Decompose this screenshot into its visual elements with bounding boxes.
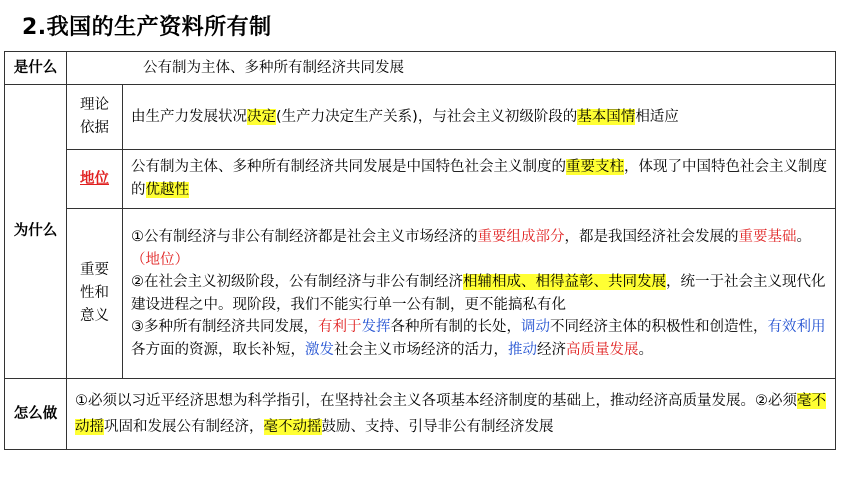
point-3: [131, 316, 827, 361]
highlight-text: 决定: [247, 108, 276, 125]
text-run: 不同经济主体的积极性和创造性，: [550, 319, 768, 335]
text-run: 经济: [537, 341, 566, 358]
blue-text: 发挥: [361, 319, 391, 335]
red-text: 重要组成部分: [477, 229, 565, 245]
text-run: (生产力决定生产关系)，与社会主义初级阶段的: [276, 108, 578, 125]
text-run: ，都是我国经济社会发展的: [564, 229, 739, 245]
text-run: 。: [638, 341, 653, 358]
text-run: ①必须以习近平经济思想为科学指引，在坚持社会主义各项基本经济制度的基础上，推动经济高质量发展。②必须: [75, 393, 797, 409]
row-header-why: 为什么: [5, 85, 67, 379]
blue-text: 有效利用: [767, 319, 826, 335]
page-title: 2.我国的生产资料所有制: [22, 15, 272, 40]
status-content: [123, 150, 836, 209]
ownership-table: [4, 51, 836, 450]
text-run: ②在社会主义初级阶段，公有制经济与非公有制经济: [131, 274, 463, 290]
text-run: ①公有制经济与非公有制经济都是社会主义市场经济的: [131, 229, 478, 245]
blue-text: 推动: [508, 341, 537, 358]
text-run: ，体现了中国特色社会主义制度的: [131, 159, 827, 198]
status-label: [67, 150, 123, 209]
highlight-text: 重要支柱: [566, 159, 624, 175]
text-run: 各方面的资源，取长补短，: [131, 341, 305, 358]
text-run: 相适应: [635, 108, 679, 125]
significance-content: [123, 209, 836, 379]
red-text: 高质量发展: [566, 341, 639, 358]
how-content: [67, 379, 836, 450]
highlight-text: 毫不动摇: [263, 419, 322, 435]
row-how: [5, 379, 836, 450]
blue-text: 激发: [305, 341, 334, 358]
row-what: [5, 52, 836, 85]
status-label-text: 地位: [80, 170, 109, 187]
what-content: 公有制为主体、多种所有制经济共同发展: [67, 52, 836, 85]
text-run: 由生产力发展状况: [131, 108, 247, 125]
red-text: 有利于: [318, 319, 362, 335]
blue-text: 调动: [521, 319, 550, 335]
highlight-text: 基本国情: [577, 108, 636, 125]
highlight-text: 毫不动摇: [75, 393, 826, 435]
point-1: [131, 226, 827, 271]
row-theory: [5, 85, 836, 150]
row-header-what: 是什么: [5, 52, 67, 85]
text-run: 社会主义市场经济的活力，: [334, 341, 508, 358]
text-run: 鼓励、支持、引导非公有制经济发展: [321, 419, 554, 435]
highlight-text: 优越性: [145, 182, 189, 198]
text-run: ，统一于社会主义现代化建设进程之中。现阶段，我们不能实行单一公有制，更不能搞私有化: [131, 274, 826, 313]
point-2: [131, 271, 827, 316]
theory-content: [123, 85, 836, 150]
row-status: [5, 150, 836, 209]
significance-label: 重要性和意义: [67, 209, 123, 379]
row-significance: [5, 209, 836, 379]
red-text: 重要基础: [738, 229, 797, 245]
text-run: 。: [796, 229, 811, 245]
theory-label: 理论依据: [67, 85, 123, 150]
row-header-how: 怎么做: [5, 379, 67, 450]
red-text: （地位）: [131, 251, 189, 268]
text-run: 公有制为主体、多种所有制经济共同发展是中国特色社会主义制度的: [131, 159, 566, 175]
text-run: 巩固和发展公有制经济，: [104, 419, 264, 435]
text-run: ③多种所有制经济共同发展，: [131, 319, 318, 335]
text-run: 各种所有制的长处，: [390, 319, 521, 335]
highlight-text: 相辅相成、相得益彰、共同发展: [463, 274, 666, 290]
